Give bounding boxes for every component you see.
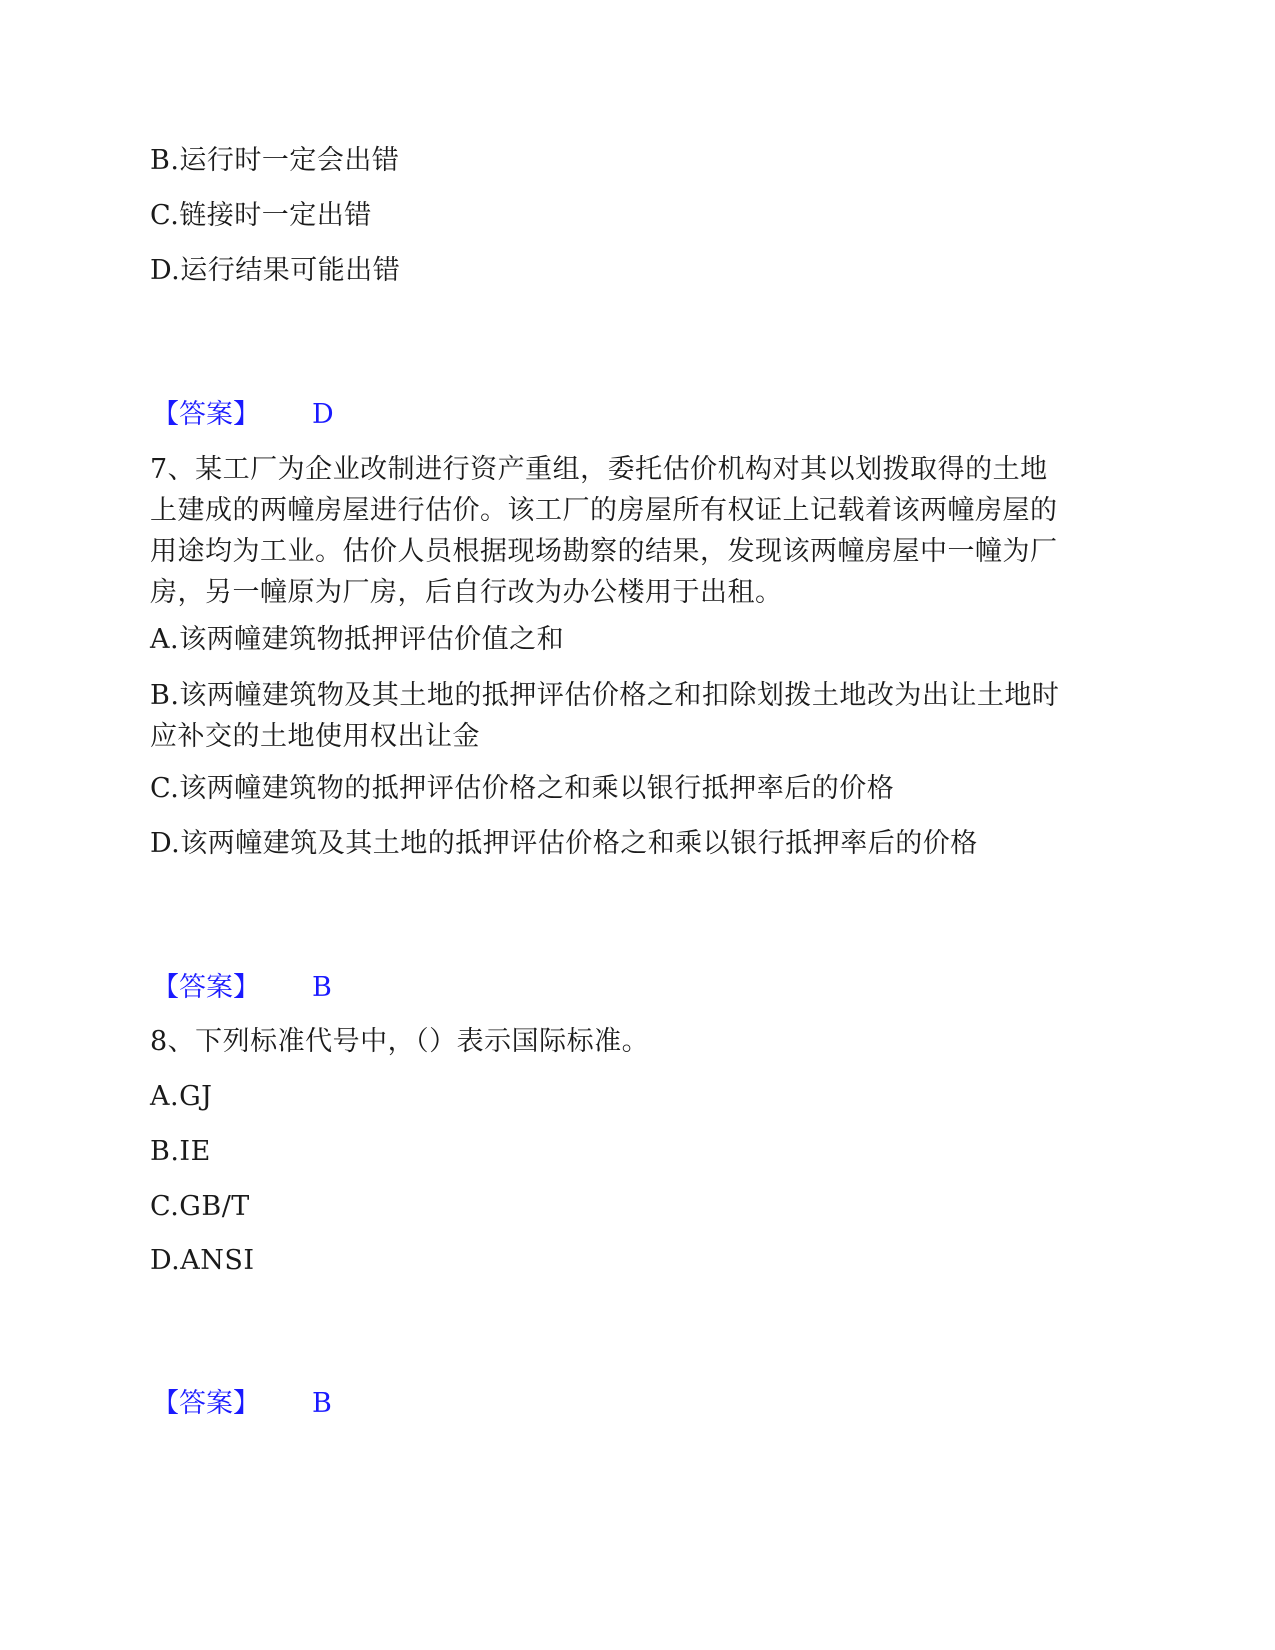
q8-option-b: B.IE: [150, 1136, 211, 1167]
q7-option-b: [150, 675, 1110, 757]
q6-option-b: B.运行时一定会出错: [150, 145, 400, 176]
q6-option-c: C.链接时一定出错: [150, 200, 372, 231]
q6-option-d: D.运行结果可能出错: [150, 255, 401, 286]
answer-value: B: [312, 1388, 332, 1419]
q7-option-b-line: B.该两幢建筑物及其土地的抵押评估价格之和扣除划拨土地改为出让土地时: [150, 680, 1060, 711]
q8-answer: [152, 1384, 332, 1424]
q8-option-c: C.GB/T: [150, 1191, 250, 1222]
answer-label: 【答案】: [152, 972, 260, 1003]
q7-stem-line: 7、某工厂为企业改制进行资产重组，委托估价机构对其以划拨取得的土地: [150, 454, 1048, 485]
q7-option-b-line: 应补交的土地使用权出让金: [150, 721, 480, 752]
answer-value: D: [312, 399, 334, 430]
q7-option-c: C.该两幢建筑物的抵押评估价格之和乘以银行抵押率后的价格: [150, 773, 895, 804]
answer-value: B: [312, 972, 332, 1003]
answer-label: 【答案】: [152, 399, 260, 430]
q7-stem-line: 上建成的两幢房屋进行估价。该工厂的房屋所有权证上记载着该两幢房屋的: [150, 495, 1058, 526]
q8-option-a: A.GJ: [150, 1081, 213, 1112]
q7-answer: [152, 968, 332, 1008]
q7-option-a: A.该两幢建筑物抵押评估价值之和: [150, 624, 565, 655]
q6-answer: [152, 395, 334, 435]
q7-stem: [150, 449, 1110, 613]
q7-stem-line: 房，另一幢原为厂房，后自行改为办公楼用于出租。: [150, 577, 783, 608]
q8-option-d: D.ANSI: [150, 1245, 255, 1276]
answer-label: 【答案】: [152, 1388, 260, 1419]
q7-option-d: D.该两幢建筑及其土地的抵押评估价格之和乘以银行抵押率后的价格: [150, 828, 978, 859]
q7-stem-line: 用途均为工业。估价人员根据现场勘察的结果，发现该两幢房屋中一幢为厂: [150, 536, 1058, 567]
q8-stem: 8、下列标准代号中，（）表示国际标准。: [150, 1026, 650, 1057]
